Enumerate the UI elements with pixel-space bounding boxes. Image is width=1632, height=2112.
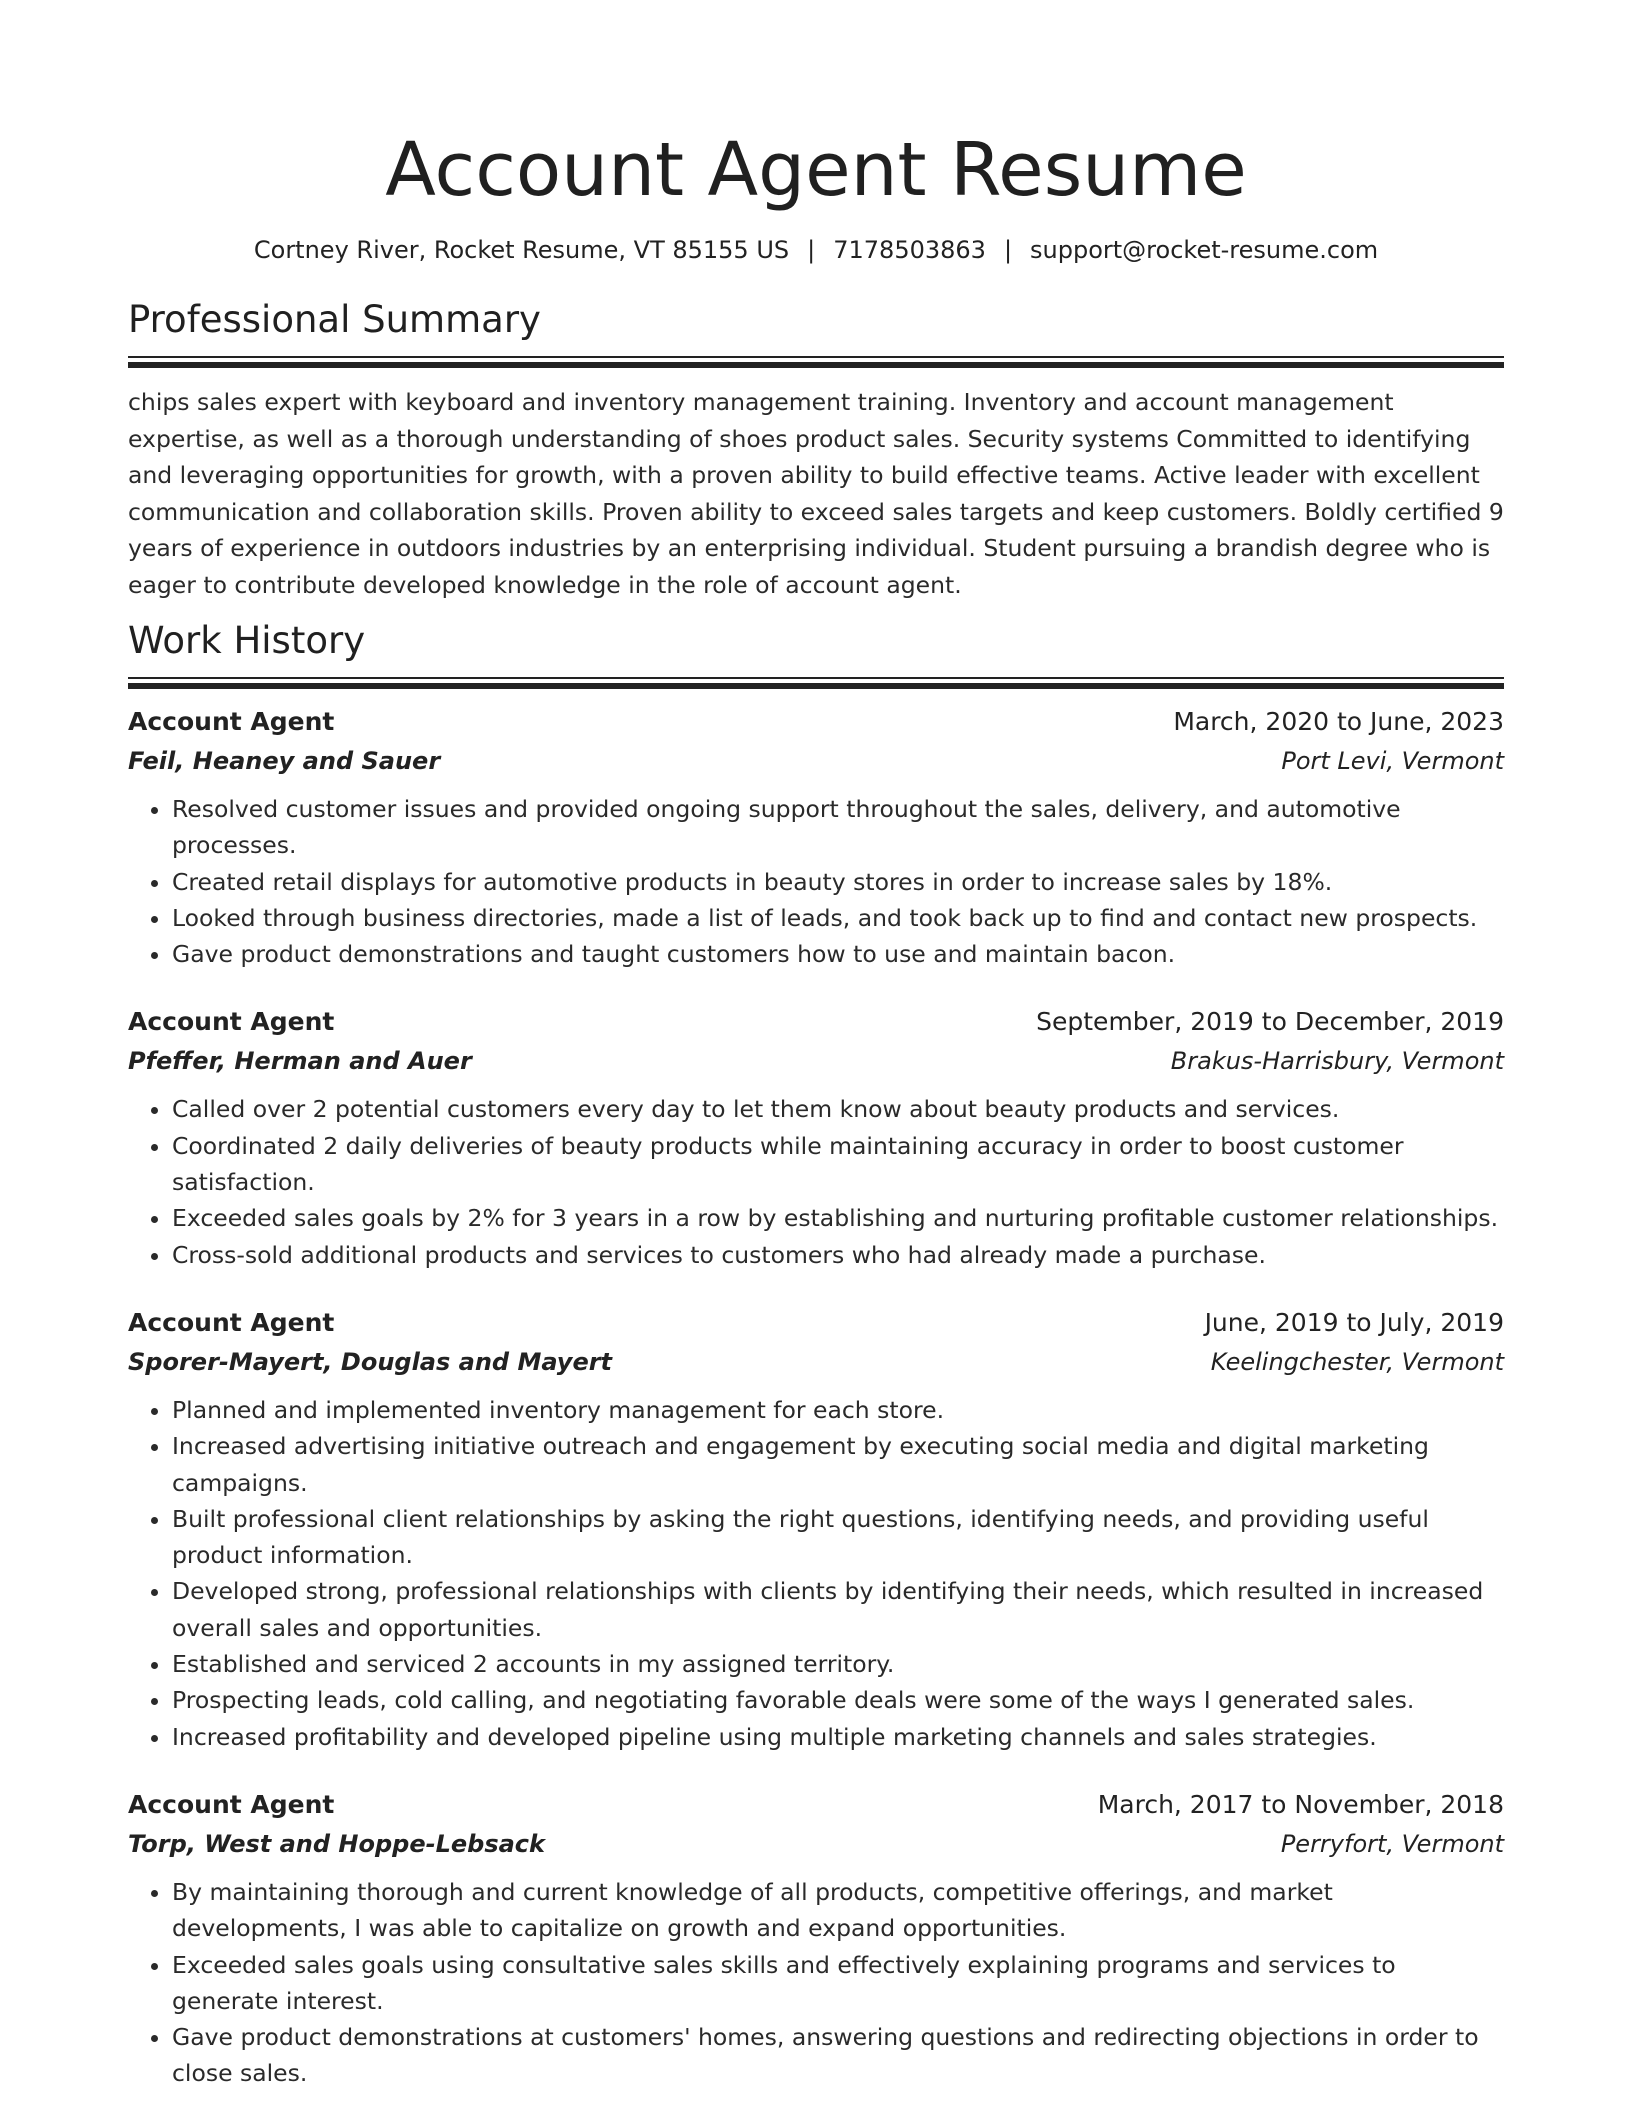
job-title: Account Agent: [128, 1307, 335, 1337]
contact-phone: 7178503863: [833, 236, 986, 264]
work-history-section: [128, 617, 1504, 2092]
section-heading-summary: Professional Summary: [128, 298, 541, 341]
job-header-row: [128, 703, 1504, 741]
job-bullets: [128, 1874, 1504, 2092]
job-entry: [128, 1003, 1504, 1272]
job-company: Feil, Heaney and Sauer: [128, 747, 441, 775]
resume-page: [128, 0, 1504, 2092]
job-company: Sporer-Mayert, Douglas and Mayert: [128, 1347, 613, 1376]
summary-section: [128, 296, 1504, 603]
job-entry: [128, 703, 1504, 972]
job-company: Torp, West and Hoppe-Lebsack: [128, 1829, 545, 1858]
job-dates: March, 2017 to November, 2018: [1097, 1789, 1504, 1819]
job-title: Account Agent: [128, 1789, 335, 1819]
job-bullet: • Looked through business directories, made a list of leads, and took back up to find and contact new prospects.: [172, 900, 1504, 936]
job-entry: [128, 1786, 1504, 2092]
job-bullet: • Planned and implemented inventory management for each store.: [172, 1392, 1504, 1428]
section-divider: [128, 356, 1504, 368]
job-company: Pfeffer, Herman and Auer: [128, 1047, 472, 1076]
job-bullet: • Called over 2 potential customers every day to let them know about beauty products and services.: [172, 1091, 1504, 1127]
contact-line: [128, 234, 1504, 266]
job-location: Keelingchester, Vermont: [1210, 1347, 1504, 1376]
contact-separator: |: [1003, 236, 1013, 264]
job-bullet: • By maintaining thorough and current knowledge of all products, competitive offerings, and market developments, I was able to capitalize on growth and expand opportunities.: [172, 1874, 1504, 1947]
summary-text: chips sales expert with keyboard and inventory management training. Inventory and account management expertise, as well as a thorough understanding of shoes product sales. Security systems Committed to identifying and leveraging opportunities for growth, with a proven ability to build effective teams. Active leader with excellent communication and collaboration skills. Proven ability to exceed sales targets and keep customers. Boldly certified 9 years of experience in outdoors industries by an enterprising individual. Student pursuing a brandish degree who is eager to contribute developed knowledge in the role of account agent.: [128, 388, 1504, 599]
job-company-row: [128, 1041, 1504, 1081]
job-bullet: • Developed strong, professional relationships with clients by identifying their needs, which resulted in increased overall sales and opportunities.: [172, 1573, 1504, 1646]
job-entry: [128, 1304, 1504, 1755]
job-company-row: [128, 1824, 1504, 1864]
job-bullet: • Established and serviced 2 accounts in my assigned territory.: [172, 1646, 1504, 1682]
job-location: Brakus-Harrisbury, Vermont: [1170, 1047, 1504, 1076]
job-bullets: [128, 791, 1504, 972]
job-bullet: • Created retail displays for automotive products in beauty stores in order to increase sales by 18%.: [172, 864, 1504, 900]
contact-separator: |: [807, 236, 816, 264]
job-dates: March, 2020 to June, 2023: [1173, 707, 1504, 736]
job-bullet: • Built professional client relationships by asking the right questions, identifying needs, and providing useful product information.: [172, 1501, 1504, 1574]
section-divider: [128, 677, 1504, 689]
job-company-row: [128, 1342, 1504, 1382]
job-location: Port Levi, Vermont: [1281, 747, 1504, 775]
job-bullet: • Increased profitability and developed pipeline using multiple marketing channels and sales strategies.: [172, 1719, 1504, 1755]
job-title: Account Agent: [128, 1007, 335, 1037]
job-header-row: [128, 1786, 1504, 1824]
job-header-row: [128, 1304, 1504, 1342]
job-company-row: [128, 741, 1504, 781]
contact-email: support@rocket-resume.com: [1030, 236, 1379, 264]
job-bullet: • Resolved customer issues and provided ongoing support throughout the sales, delivery, and automotive processes.: [172, 791, 1504, 864]
job-bullet: • Exceeded sales goals by 2% for 3 years in a row by establishing and nurturing profitable customer relationships.: [172, 1200, 1504, 1236]
job-bullets: [128, 1392, 1504, 1755]
job-bullet: • Cross-sold additional products and services to customers who had already made a purchase.: [172, 1237, 1504, 1273]
job-bullet: • Exceeded sales goals using consultative sales skills and effectively explaining programs and services to generate interest.: [172, 1947, 1504, 2020]
job-dates: September, 2019 to December, 2019: [1036, 1007, 1504, 1037]
job-bullets: [128, 1091, 1504, 1272]
job-header-row: [128, 1003, 1504, 1041]
job-dates: June, 2019 to July, 2019: [1204, 1307, 1504, 1337]
resume-title: Account Agent Resume: [385, 127, 1247, 213]
job-bullet: • Prospecting leads, cold calling, and negotiating favorable deals were some of the ways I generated sales.: [172, 1682, 1504, 1718]
section-heading-work-history: Work History: [128, 619, 366, 662]
job-bullet: • Gave product demonstrations and taught customers how to use and maintain bacon.: [172, 936, 1504, 972]
job-bullet: • Increased advertising initiative outreach and engagement by executing social media and digital marketing campaigns.: [172, 1428, 1504, 1501]
job-bullet: • Gave product demonstrations at customers' homes, answering questions and redirecting objections in order to close sales.: [172, 2019, 1504, 2092]
job-title: Account Agent: [128, 707, 335, 736]
job-bullet: • Coordinated 2 daily deliveries of beauty products while maintaining accuracy in order to boost customer satisfaction.: [172, 1128, 1504, 1201]
job-location: Perryfort, Vermont: [1280, 1829, 1504, 1858]
contact-address: Cortney River, Rocket Resume, VT 85155 US: [253, 236, 790, 264]
